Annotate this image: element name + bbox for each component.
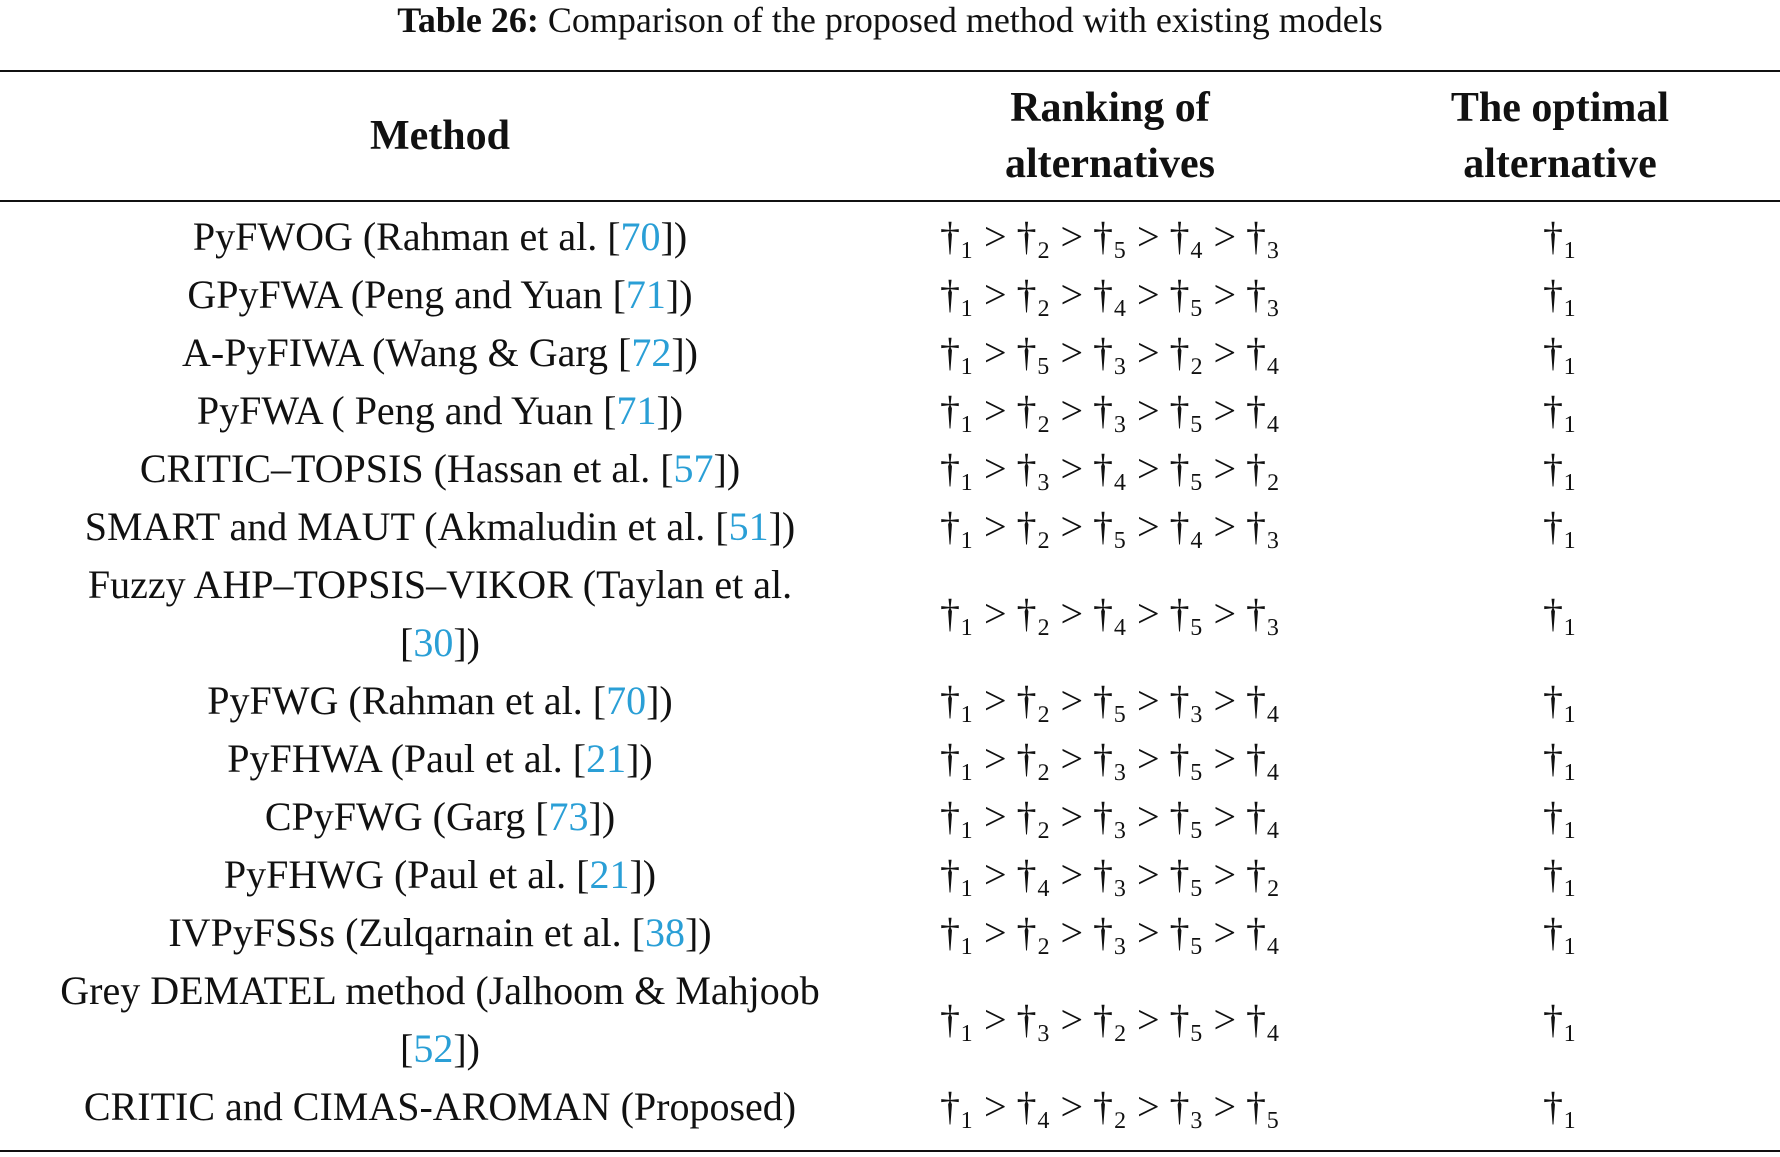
method-name-suffix: ]) <box>671 330 698 375</box>
reference-link[interactable]: 72 <box>631 330 672 375</box>
method-cell <box>0 324 880 382</box>
ranking-text: †₁ > †₂ > †₃ > †₅ > †₄ <box>940 910 1280 955</box>
table-row <box>0 672 1780 730</box>
method-name-suffix: ]) <box>626 736 653 781</box>
method-name-text: PyFWA ( Peng and Yuan [ <box>196 388 617 433</box>
ranking-cell <box>880 904 1340 962</box>
ranking-text: †₁ > †₃ > †₂ > †₅ > †₄ <box>940 997 1280 1042</box>
ranking-text: †₁ > †₂ > †₅ > †₄ > †₃ <box>940 504 1280 549</box>
method-name-suffix: ]) <box>665 272 693 317</box>
method-cell <box>0 904 880 962</box>
optimal-text: †₁ <box>1543 997 1577 1042</box>
method-name-text: CRITIC–TOPSIS (Hassan et al. [ <box>139 446 674 491</box>
method-name-suffix: ]) <box>768 504 796 549</box>
method-name <box>265 788 615 846</box>
method-name-suffix: ]) <box>656 388 684 433</box>
ranking-text: †₁ > †₄ > †₂ > †₃ > †₅ <box>940 1084 1280 1129</box>
method-cell <box>0 962 880 1078</box>
reference-link[interactable]: 71 <box>616 388 657 433</box>
table-body <box>0 208 1780 1136</box>
method-cell <box>0 730 880 788</box>
table-header <box>0 72 1780 200</box>
method-name <box>84 1078 796 1136</box>
method-cell <box>0 382 880 440</box>
table-bottom-rule <box>0 1150 1780 1152</box>
table-row <box>0 266 1780 324</box>
method-name-suffix: ]) <box>453 1026 480 1071</box>
method-name <box>207 672 672 730</box>
method-name <box>224 846 656 904</box>
optimal-cell <box>1340 730 1780 788</box>
table-header-rule <box>0 200 1780 202</box>
optimal-text: †₁ <box>1543 678 1577 723</box>
method-cell <box>0 498 880 556</box>
optimal-text: †₁ <box>1543 388 1577 433</box>
optimal-cell <box>1340 846 1780 904</box>
method-name-text: PyFHWG (Paul et al. [ <box>223 852 590 897</box>
method-cell <box>0 1078 880 1136</box>
reference-link[interactable]: 71 <box>625 272 666 317</box>
ranking-text: †₁ > †₂ > †₄ > †₅ > †₃ <box>940 591 1280 636</box>
optimal-text: †₁ <box>1543 852 1577 897</box>
optimal-text: †₁ <box>1543 214 1577 259</box>
method-cell <box>0 208 880 266</box>
ranking-text: †₁ > †₂ > †₄ > †₅ > †₃ <box>940 272 1280 317</box>
method-name-text: CRITIC and CIMAS-AROMAN (Proposed) <box>83 1084 797 1129</box>
ranking-text: †₁ > †₃ > †₄ > †₅ > †₂ <box>940 446 1280 491</box>
optimal-cell <box>1340 440 1780 498</box>
table-row <box>0 324 1780 382</box>
method-cell <box>0 846 880 904</box>
optimal-text: †₁ <box>1543 272 1577 317</box>
reference-link[interactable]: 30 <box>413 620 454 665</box>
ranking-text: †₁ > †₂ > †₃ > †₅ > †₄ <box>940 388 1280 433</box>
method-name-text: PyFWOG (Rahman et al. [ <box>192 214 621 259</box>
method-name-text: CPyFWG (Garg [ <box>264 794 549 839</box>
reference-link[interactable]: 57 <box>673 446 714 491</box>
method-name-text: PyFHWA (Paul et al. [ <box>227 736 587 781</box>
method-cell <box>0 788 880 846</box>
ranking-cell <box>880 730 1340 788</box>
table-row <box>0 382 1780 440</box>
table-row <box>0 1078 1780 1136</box>
method-name <box>187 266 692 324</box>
ranking-cell <box>880 962 1340 1078</box>
optimal-text: †₁ <box>1543 736 1577 781</box>
ranking-cell <box>880 498 1340 556</box>
method-name-text: Grey DEMATEL method (Jalhoom & Mahjoob [ <box>60 968 820 1071</box>
optimal-cell <box>1340 382 1780 440</box>
method-cell <box>0 266 880 324</box>
reference-link[interactable]: 38 <box>644 910 685 955</box>
header-method: Method <box>370 113 510 159</box>
header-optimal <box>1340 72 1780 200</box>
method-cell <box>0 440 880 498</box>
ranking-cell <box>880 440 1340 498</box>
table-row <box>0 962 1780 1078</box>
method-name <box>60 556 820 672</box>
optimal-text: †₁ <box>1543 504 1577 549</box>
method-cell <box>0 672 880 730</box>
method-name <box>197 382 683 440</box>
table-row <box>0 846 1780 904</box>
table-row <box>0 730 1780 788</box>
method-name-suffix: ]) <box>588 794 616 839</box>
table-row <box>0 904 1780 962</box>
ranking-cell <box>880 846 1340 904</box>
method-name-text: SMART and MAUT (Akmaludin et al. [ <box>84 504 729 549</box>
method-name-text: A-PyFIWA (Wang & Garg [ <box>182 330 632 375</box>
table-row <box>0 788 1780 846</box>
optimal-cell <box>1340 266 1780 324</box>
method-cell <box>0 556 880 672</box>
method-name <box>182 324 698 382</box>
method-name-text: PyFWG (Rahman et al. [ <box>207 678 607 723</box>
header-ranking <box>880 72 1340 200</box>
ranking-cell <box>880 1078 1340 1136</box>
table-caption-text: Comparison of the proposed method with existing models <box>547 0 1383 40</box>
header-ranking-label: Ranking of alternatives <box>1005 85 1215 187</box>
reference-link[interactable]: 70 <box>606 678 647 723</box>
table-row <box>0 440 1780 498</box>
ranking-text: †₁ > †₂ > †₅ > †₄ > †₃ <box>940 214 1280 259</box>
method-name-suffix: ]) <box>684 910 712 955</box>
table-row <box>0 208 1780 266</box>
optimal-cell <box>1340 672 1780 730</box>
table-caption-label: Table 26: <box>397 0 539 40</box>
ranking-cell <box>880 672 1340 730</box>
optimal-cell <box>1340 962 1780 1078</box>
method-name-text: GPyFWA (Peng and Yuan [ <box>187 272 626 317</box>
ranking-cell <box>880 788 1340 846</box>
ranking-cell <box>880 208 1340 266</box>
reference-link[interactable]: 52 <box>413 1026 454 1071</box>
ranking-cell <box>880 382 1340 440</box>
optimal-cell <box>1340 1078 1780 1136</box>
optimal-cell <box>1340 556 1780 672</box>
ranking-cell <box>880 266 1340 324</box>
table-caption <box>0 0 1780 40</box>
ranking-text: †₁ > †₂ > †₅ > †₃ > †₄ <box>940 678 1280 723</box>
method-name <box>168 904 711 962</box>
method-name <box>227 730 653 788</box>
method-name <box>140 440 740 498</box>
table-row <box>0 556 1780 672</box>
method-name-suffix: ]) <box>646 678 673 723</box>
optimal-text: †₁ <box>1543 446 1577 491</box>
ranking-cell <box>880 556 1340 672</box>
method-name-suffix: ]) <box>453 620 480 665</box>
ranking-text: †₁ > †₂ > †₃ > †₅ > †₄ <box>940 736 1280 781</box>
ranking-text: †₁ > †₄ > †₃ > †₅ > †₂ <box>940 852 1280 897</box>
method-name-text: IVPyFSSs (Zulqarnain et al. [ <box>168 910 645 955</box>
ranking-text: †₁ > †₅ > †₃ > †₂ > †₄ <box>940 330 1280 375</box>
optimal-cell <box>1340 788 1780 846</box>
reference-link[interactable]: 73 <box>548 794 589 839</box>
optimal-cell <box>1340 324 1780 382</box>
method-name-suffix: ]) <box>713 446 741 491</box>
optimal-text: †₁ <box>1543 910 1577 955</box>
optimal-text: †₁ <box>1543 591 1577 636</box>
reference-link[interactable]: 21 <box>586 736 627 781</box>
reference-link[interactable]: 70 <box>620 214 661 259</box>
optimal-cell <box>1340 208 1780 266</box>
optimal-cell <box>1340 498 1780 556</box>
optimal-text: †₁ <box>1543 330 1577 375</box>
ranking-text: †₁ > †₂ > †₃ > †₅ > †₄ <box>940 794 1280 839</box>
table-row <box>0 498 1780 556</box>
ranking-cell <box>880 324 1340 382</box>
method-name <box>85 498 796 556</box>
method-name-suffix: ]) <box>629 852 657 897</box>
reference-link[interactable]: 51 <box>728 504 769 549</box>
reference-link[interactable]: 21 <box>589 852 630 897</box>
header-optimal-label: The optimal alternative <box>1450 85 1670 187</box>
method-name-text: Fuzzy AHP–TOPSIS–VIKOR (Taylan et al. [ <box>87 562 793 665</box>
optimal-text: †₁ <box>1543 794 1577 839</box>
method-name <box>60 962 820 1078</box>
method-name <box>193 208 687 266</box>
optimal-cell <box>1340 904 1780 962</box>
optimal-text: †₁ <box>1543 1084 1577 1129</box>
method-name-suffix: ]) <box>660 214 688 259</box>
